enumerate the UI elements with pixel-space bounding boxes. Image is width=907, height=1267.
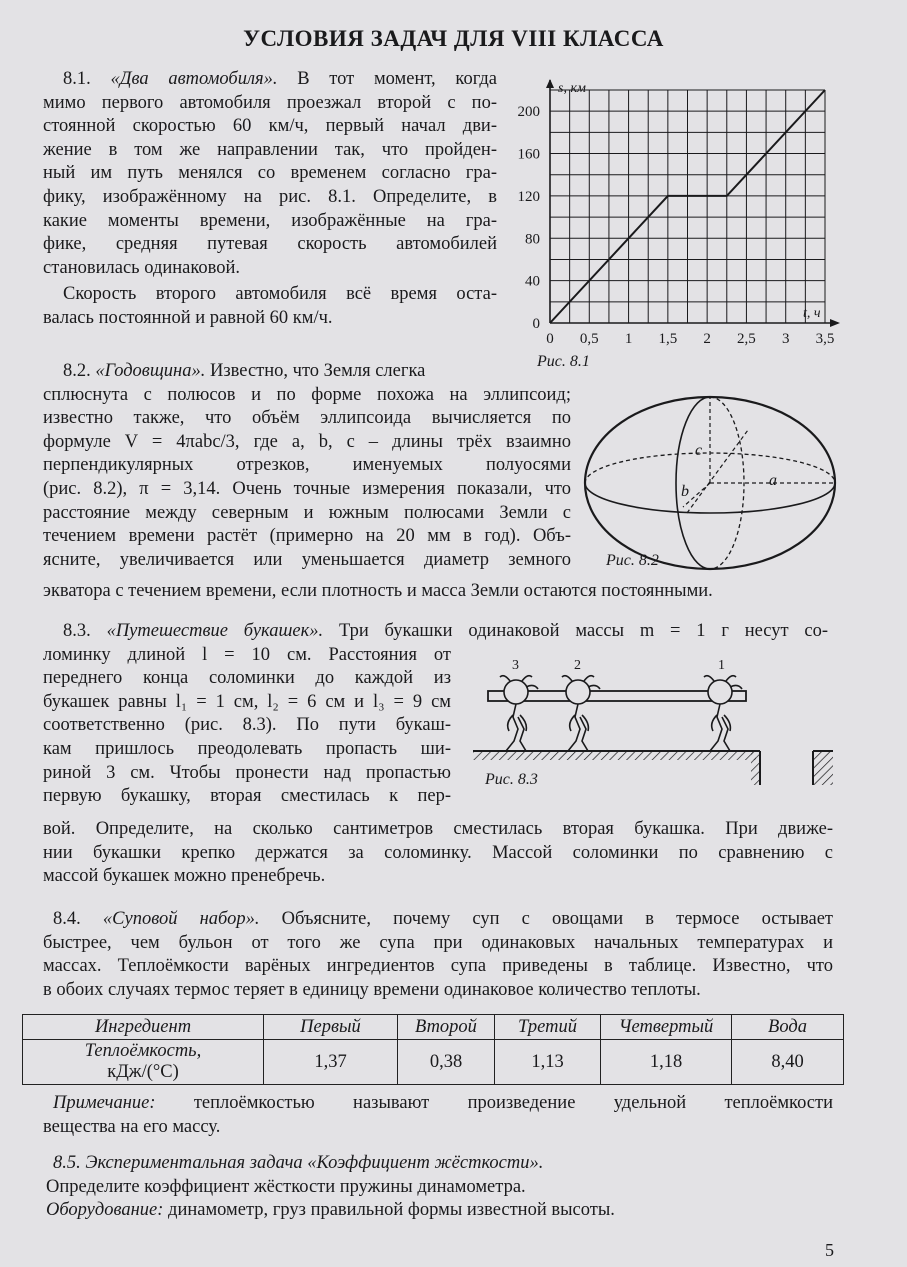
problem-name: «Два автомобиля». — [110, 69, 278, 89]
table-cell: 0,38 — [398, 1040, 495, 1085]
problem-8-3-body — [43, 644, 451, 809]
text-line: Три букашки одинаковой массы m = 1 г несут со- — [339, 621, 829, 641]
text-line: известно также, что объём эллипсоида вычисляется по — [43, 408, 571, 429]
page-title: УСЛОВИЯ ЗАДАЧ ДЛЯ VIII КЛАССА — [243, 26, 664, 51]
ground-hatch-left — [473, 751, 756, 760]
table-cell: 1,13 — [495, 1040, 601, 1085]
x-tick-label: 0,5 — [579, 331, 599, 347]
bug-2 — [562, 676, 600, 751]
problem-number: 8.2. — [63, 361, 91, 381]
text-line: валась постоянной и равной 60 км/ч. — [43, 307, 333, 328]
problem-8-2 — [43, 360, 571, 572]
bug-3 — [500, 676, 538, 751]
bug-label-3: 3 — [512, 658, 519, 673]
table-header-cell: Четвертый — [601, 1015, 732, 1040]
text-line: ясните, увеличивается или уменьшается диаметр земного — [43, 549, 571, 570]
equator-front — [585, 483, 835, 513]
equipment-line — [43, 1199, 833, 1223]
problem-number: 8.1. — [63, 69, 91, 89]
table-cell: 8,40 — [732, 1040, 844, 1085]
text-line: вой. Определите, на сколько сантиметров сместилась вторая букашка. При движе- — [43, 819, 833, 839]
row-label-line-2: кДж/(°С) — [107, 1062, 179, 1082]
figure-caption: Рис. 8.1 — [537, 353, 590, 370]
x-tick-label: 3 — [781, 331, 790, 347]
text-line: какие моменты времени, изображённые на гра- — [43, 210, 497, 231]
text-line: кам пришлось преодолевать пропасть ши- — [43, 738, 451, 759]
text-line: первую букашку, вторая сместилась к пер- — [43, 786, 451, 807]
text-line: Скорость второго автомобиля всё время оста- — [63, 284, 497, 305]
problem-number: 8.4. — [53, 909, 81, 929]
text-line: мимо первого автомобиля проезжал второй с по- — [43, 92, 497, 113]
problem-8-5-heading: 8.5. Экспериментальная задача «Коэффициент жёсткости». — [53, 1153, 544, 1173]
bug-label-2: 2 — [574, 658, 581, 673]
text-line: течением времени растёт (примерно на 20 мм в год). Объ- — [43, 526, 571, 547]
y-tick-label: 160 — [517, 146, 540, 163]
label-b: b — [681, 483, 689, 500]
y-axis-arrow — [546, 79, 554, 88]
problem-8-3 — [43, 620, 828, 644]
text-line: экватора с течением времени, если плотность и масса Земли остаются постоянными. — [43, 581, 713, 601]
text-line: ломинку длиной l = 10 см. Расстояния от — [43, 644, 451, 665]
chart-grid — [550, 90, 825, 323]
y-tick-label: 120 — [517, 188, 540, 205]
equipment-text: динамометр, груз правильной формы известной высоты. — [168, 1200, 615, 1221]
figure-caption: Рис. 8.2 — [606, 552, 659, 569]
ellipsoid-figure — [585, 395, 845, 575]
problem-8-4 — [43, 908, 833, 1002]
text-line: массах. Теплоёмкости варёных ингредиентов супа приведены в таблице. Известно, что — [43, 956, 833, 977]
text-line: букашек равны l₁ = 1 см, l₂ = 6 см и l₃ = 9 см — [43, 691, 451, 712]
table-cell: 1,37 — [264, 1040, 398, 1085]
problem-8-3-tail — [43, 818, 833, 889]
text-line: становилась одинаковой. — [43, 257, 241, 278]
table-row-label — [23, 1040, 264, 1085]
problem-8-1-line — [43, 68, 497, 92]
text-line: риной 3 см. Чтобы пронести над пропастью — [43, 762, 451, 783]
text-line: переднего конца соломинки до каждой из — [43, 668, 451, 689]
table-header-cell: Второй — [398, 1015, 495, 1040]
problem-name: «Суповой набор». — [102, 909, 260, 929]
text-line: расстояние между северным и южным полюсами Земли с — [43, 502, 571, 523]
y-axis-label: s, км — [558, 81, 586, 96]
table-header-cell: Вода — [732, 1015, 844, 1040]
distance-time-chart — [500, 78, 845, 373]
equipment-label: Оборудование: — [46, 1200, 164, 1221]
y-tick-label: 0 — [532, 316, 540, 332]
chart-ticks — [518, 104, 835, 347]
chart-axes — [546, 79, 840, 327]
x-axis-label: t, ч — [803, 306, 821, 321]
text-line: В тот момент, когда — [297, 69, 498, 89]
table-note — [43, 1092, 833, 1139]
label-a: a — [769, 472, 777, 489]
figure-caption: Рис. 8.3 — [485, 771, 538, 788]
x-tick-label: 3,5 — [815, 331, 835, 347]
x-tick-label: 2,5 — [737, 331, 756, 347]
text-line: Объясните, почему суп с овощами в термосе остывает — [281, 909, 834, 929]
cliff-hatch-left — [751, 751, 760, 785]
y-tick-label: 200 — [517, 104, 540, 121]
note-label: Примечание: — [53, 1093, 156, 1113]
y-tick-label: 40 — [525, 273, 540, 290]
note-line: вещества на его массу. — [43, 1116, 221, 1137]
text-line: (рис. 8.2), π = 3,14. Очень точные измерения показали, что — [43, 478, 571, 499]
y-tick-label: 80 — [525, 231, 540, 248]
table-cell: 1,18 — [601, 1040, 732, 1085]
table-header-cell: Ингредиент — [23, 1015, 264, 1040]
label-c: c — [695, 442, 703, 459]
bug-1 — [704, 676, 742, 751]
text-line: перпендикулярных отрезков, именуемых полуосями — [43, 455, 571, 476]
problem-number: 8.3. — [63, 621, 91, 641]
problem-8-2-line — [43, 360, 571, 384]
text-line: стоянной скоростью 60 км/ч, первый начал дви- — [43, 116, 497, 137]
ground-hatch-right — [813, 751, 833, 785]
problem-8-4-line — [43, 908, 833, 932]
text-line: сплюснута с полюсов и по форме похожа на эллипсоид; — [43, 384, 571, 405]
table-header-cell: Первый — [264, 1015, 398, 1040]
text-line: ный им путь менялся со временем согласно гра- — [43, 163, 497, 184]
page-number: 5 — [825, 1240, 834, 1260]
bugs-figure — [468, 655, 848, 790]
text-line: соответственно (рис. 8.3). По пути букаш- — [43, 715, 451, 736]
problem-name: «Годовщина». — [95, 361, 206, 381]
problem-8-3-line — [43, 620, 828, 644]
row-label-line-1: Теплоёмкость, — [84, 1041, 202, 1061]
heat-capacity-table — [22, 1014, 844, 1085]
x-tick-label: 0 — [546, 331, 554, 347]
text-line: нии букашки крепко держатся за соломинку. Массой соломинки по сравнению с — [43, 842, 833, 863]
problem-name: «Путешествие букашек». — [106, 621, 324, 641]
x-tick-label: 2 — [703, 331, 711, 347]
bug-label-1: 1 — [718, 658, 725, 673]
table-header-row — [23, 1015, 844, 1040]
text-line: Определите коэффициент жёсткости пружины динамометра. — [46, 1176, 526, 1197]
x-tick-label: 1,5 — [658, 331, 678, 347]
text-line: формуле V = 4πabc/3, где a, b, c – длины трёх взаимно — [43, 431, 571, 452]
table-header-cell: Третий — [495, 1015, 601, 1040]
text-line: жение в том же направлении так, что пройден- — [43, 139, 497, 160]
note-line — [43, 1092, 833, 1116]
text-line: Известно, что Земля слегка — [209, 361, 426, 381]
table-row — [23, 1040, 844, 1085]
x-tick-label: 1 — [624, 331, 633, 347]
note-text: теплоёмкостью называют произведение удельной теплоёмкости — [193, 1093, 833, 1113]
text-line: в обоих случаях термос теряет в единицу времени одинаковое количество теплоты. — [43, 979, 701, 1000]
problem-8-1 — [43, 68, 497, 331]
text-line: фику, изображённому на рис. 8.1. Определите, в — [43, 186, 497, 207]
text-line: массой букашек можно пренебречь. — [43, 866, 326, 887]
text-line: быстрее, чем бульон от того же супа при одинаковых начальных температурах и — [43, 932, 833, 953]
problem-8-5 — [43, 1152, 833, 1223]
text-line: фике, средняя путевая скорость автомобилей — [43, 234, 497, 255]
x-axis-arrow — [830, 319, 840, 327]
